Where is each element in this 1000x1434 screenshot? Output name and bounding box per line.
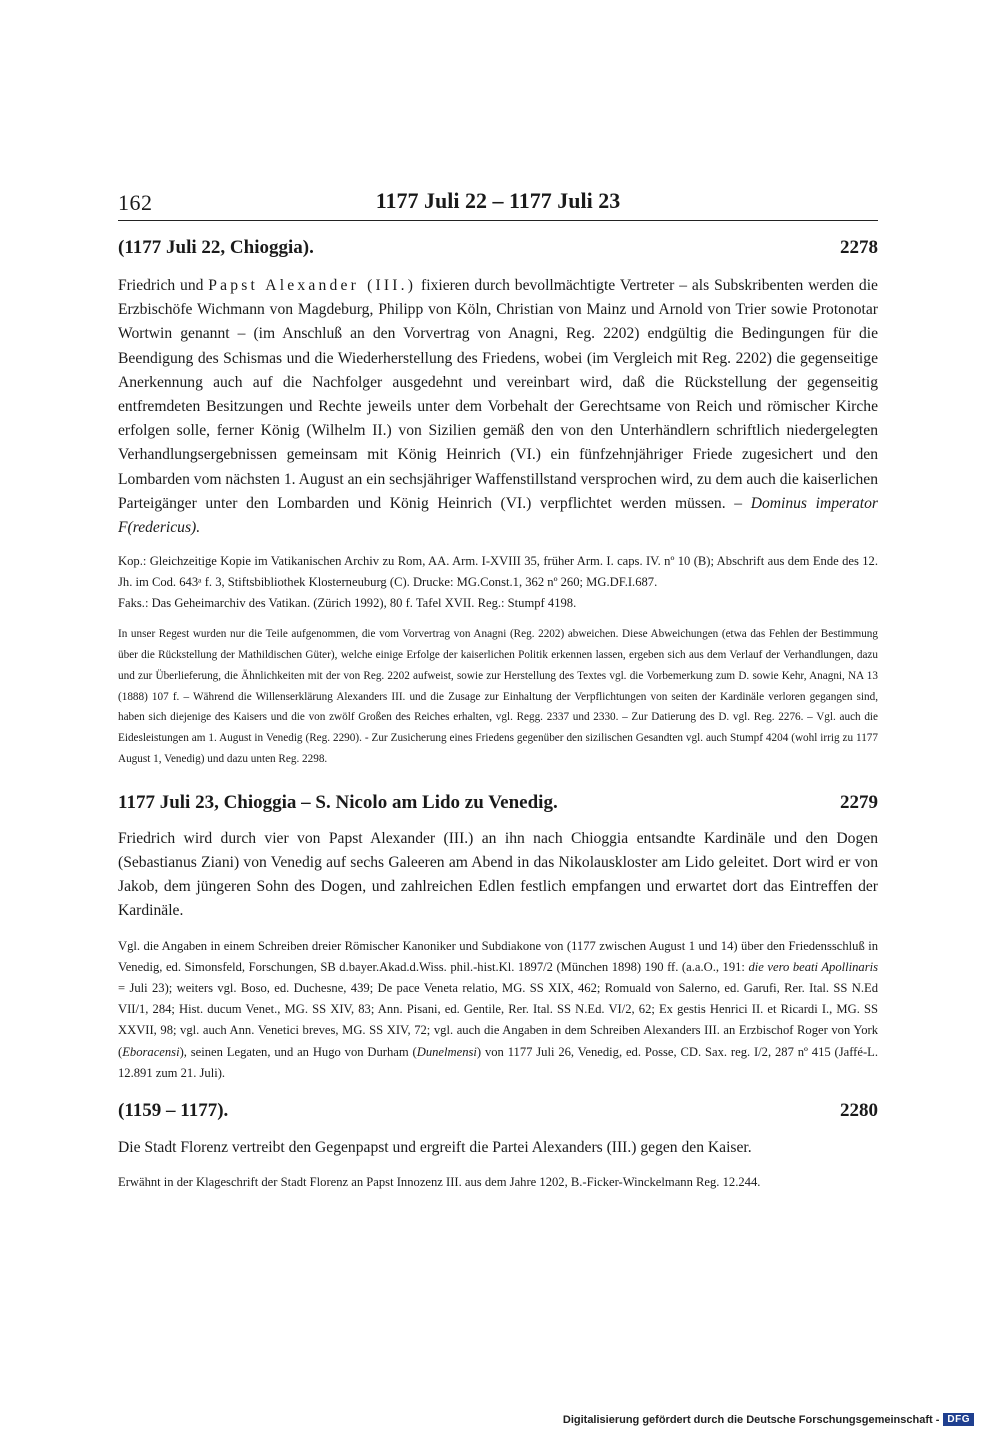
entry-date: (1177 Juli 22, Chioggia). — [118, 237, 314, 258]
references-part-c: ), seinen Legaten, und an Hugo von Durham ( — [179, 1044, 417, 1059]
entry-heading — [118, 792, 878, 818]
funding-footer — [563, 1413, 974, 1426]
copies-prints: Kop.: Gleichzeitige Kopie im Vatikanischen Archiv zu Rom, AA. Arm. I-XVIII 35, früher Arm. I. caps. IV. nº 10 (B); Abschrift aus dem Ende des 12. Jh. im Cod. 643ᵃ f. 3, Stiftsbibliothek Klosterneuburg (C). Drucke: MG.Const.1, 362 nº 260; MG.DF.I.687. — [118, 554, 878, 590]
running-head — [118, 186, 878, 221]
regest-part-a: Friedrich und — [118, 277, 209, 294]
document-page — [118, 186, 878, 1193]
footer-text: Digitalisierung gefördert durch die Deutsche Forschungsgemeinschaft - — [562, 1413, 940, 1426]
source-note: Erwähnt in der Klageschrift der Stadt Florenz an Papst Innozenz III. aus dem Jahre 1202, B.-Ficker-Winckelmann Reg. 12.244. — [118, 1175, 761, 1190]
entry-2280 — [118, 1100, 878, 1193]
entry-date: 1177 Juli 23, Chioggia – S. Nicolo am Lido zu Venedig. — [118, 791, 558, 813]
references-italic-2: Eboracensi — [122, 1044, 180, 1059]
entry-heading — [118, 237, 878, 263]
references-italic-3: Dunelmensi — [416, 1044, 477, 1059]
regest-part-b: fixieren durch bevollmächtigte Vertreter – als Subskribenten werden die Erzbischöfe Wichmann von Magdeburg, Philipp von Köln, Christian von Mainz und Arnold von Trier sowie Protonotar Wortwin genannt – (im Anschluß an den Vorvertrag von Anagni, Reg. 2202) endgültig die Bedingungen für die Beendigung des Schismas und die Wiederherstellung des Friedens, wobei (im Vergleich mit Reg. 2202) die gegenseitige Anerkennung auch auf die Nachfolger ausgedehnt und vereinbart wird, daß die Rückstellung der gegenseitig entfremdeten Besitzungen und Rechte jeweils unter dem Vorbehalt der Gerechtsame von Reich und römischer Kirche erfolgen solle, ferner König (Wilhelm II.) von Sizilien gemäß den von den Unterhändlern schriftlich niedergelegten Verhandlungsergebnissen gemeinsam mit König Heinrich (VI.) ein fünfzehnjähriger Friede zugesichert und den Lombarden vom nächsten 1. August an ein sechsjähriger Waffenstillstand versprochen wird, zu dem auch die kaiserlichen Parteigänger unter den Lombarden und König Heinrich (VI.) verpflichtet werden müssen. – — [118, 277, 878, 512]
references-italic-1: die vero beati Apollinaris — [748, 959, 879, 974]
dfg-logo: DFG — [943, 1413, 974, 1426]
references-part-b: = Juli 23); weiters vgl. Boso, ed. Duchesne, 439; De pace Veneta relatio, MG. SS XIX, 462; Romuald von Salerno, ed. Garufi, Rer. Ital. SS N.Ed VII/1, 284; Hist. ducum Venet., MG. SS XIV, 83; Ann. Pisani, ed. Gentile, Rer. Ital. SS N.Ed. VI/2, 62; Ex gestis Henrici II. et Ricardi I., MG. SS XXVII, 98; vgl. auch Ann. Venetici breves, MG. SS XIV, 72; vgl. auch die Angaben in dem Schreiben Alexanders III. an Erzbischof Roger von York ( — [118, 981, 878, 1059]
entry-2278 — [118, 237, 878, 770]
regest-text — [118, 274, 878, 540]
entry-date: (1159 – 1177). — [118, 1100, 229, 1122]
commentary-notes: In unser Regest wurden nur die Teile aufgenommen, die vom Vorvertrag von Anagni (Reg. 2202) abweichen. Diese Abweichungen (etwa das Fehlen der Bestimmung über die Rückstellung der Mathildischen Güter), welche einige Erfolge der kaiserlichen Politik erkennen lassen, ergeben sich aus dem Verlauf der Verhandlungen, dazu und zur Überlieferung, die Ähnlichkeiten mit der von Reg. 2202 aufweist, sowie zur Herstellung des Textes vgl. die Vorbemerkung zum D. sowie Kehr, Anagni, NA 13 (1888) 107 f. – Während die Willenserklärung Alexanders III. und die Zusage zur Einhaltung der Verpflichtungen von seiten der Kardinäle verloren gegangen sind, haben sich diejenige des Kaisers und die von zwölf Großen des Reiches erhalten, vgl. Regg. 2337 und 2330. – Zur Datierung des D. vgl. Reg. 2276. – Vgl. auch die Eidesleistungen am 1. August in Venedig (Reg. 2290). - Zur Zusicherung eines Friedens gegenüber den sizilischen Gesandten vgl. auch Stumpf 4204 (wohl irrig zu 1177 August 1, Venedig) und dazu unten Reg. 2298. — [118, 628, 878, 766]
running-title: 1177 Juli 22 – 1177 Juli 23 — [375, 188, 621, 213]
regest-italic: Dominus imperator F(redericus). — [118, 494, 879, 537]
entry-number: 2278 — [840, 237, 878, 258]
entry-number: 2280 — [840, 1100, 878, 1122]
references — [118, 936, 878, 1084]
regest-text: Die Stadt Florenz vertreibt den Gegenpapst und ergreift die Partei Alexanders (III.) gegen den Kaiser. — [118, 1139, 752, 1157]
entry-number: 2279 — [840, 791, 878, 813]
page-number: 162 — [118, 190, 153, 215]
entry-heading — [118, 1100, 878, 1126]
regest-text: Friedrich wird durch vier von Papst Alexander (III.) an ihn nach Chioggia entsandte Kardinäle und den Dogen (Sebastianus Ziani) von Venedig auf sechs Galeeren am Abend in das Nikolauskloster am Lido geleitet. Dort wird er von Jakob, dem jüngeren Sohn des Dogen, und zahlreichen Edlen festlich empfangen und erwartet dort das Eintreffen der Kardinäle. — [118, 829, 878, 920]
references-part-d: ) von 1177 Juli 26, Venedig, ed. Posse, CD. Sax. reg. I/2, 287 nº 415 (Jaffé-L. 12.891 zum 21. Juli). — [118, 1044, 878, 1080]
facsimile-regesta: Faks.: Das Geheimarchiv des Vatikan. (Zürich 1992), 80 f. Tafel XVII. Reg.: Stumpf 4198. — [118, 596, 577, 611]
entry-2279 — [118, 792, 878, 1084]
references-part-a: Vgl. die Angaben in einem Schreiben dreier Römischer Kanoniker und Subdiakone von (1177 zwischen August 1 und 14) über den Friedensschluß in Venedig, ed. Simonsfeld, Forschungen, SB d.bayer.Akad.d.Wiss. phil.-hist.Kl. 1897/2 (München 1898) 190 ff. (a.a.O., 191: — [118, 938, 878, 974]
regest-spaced-name: Papst Alexander (III.) — [208, 277, 417, 294]
